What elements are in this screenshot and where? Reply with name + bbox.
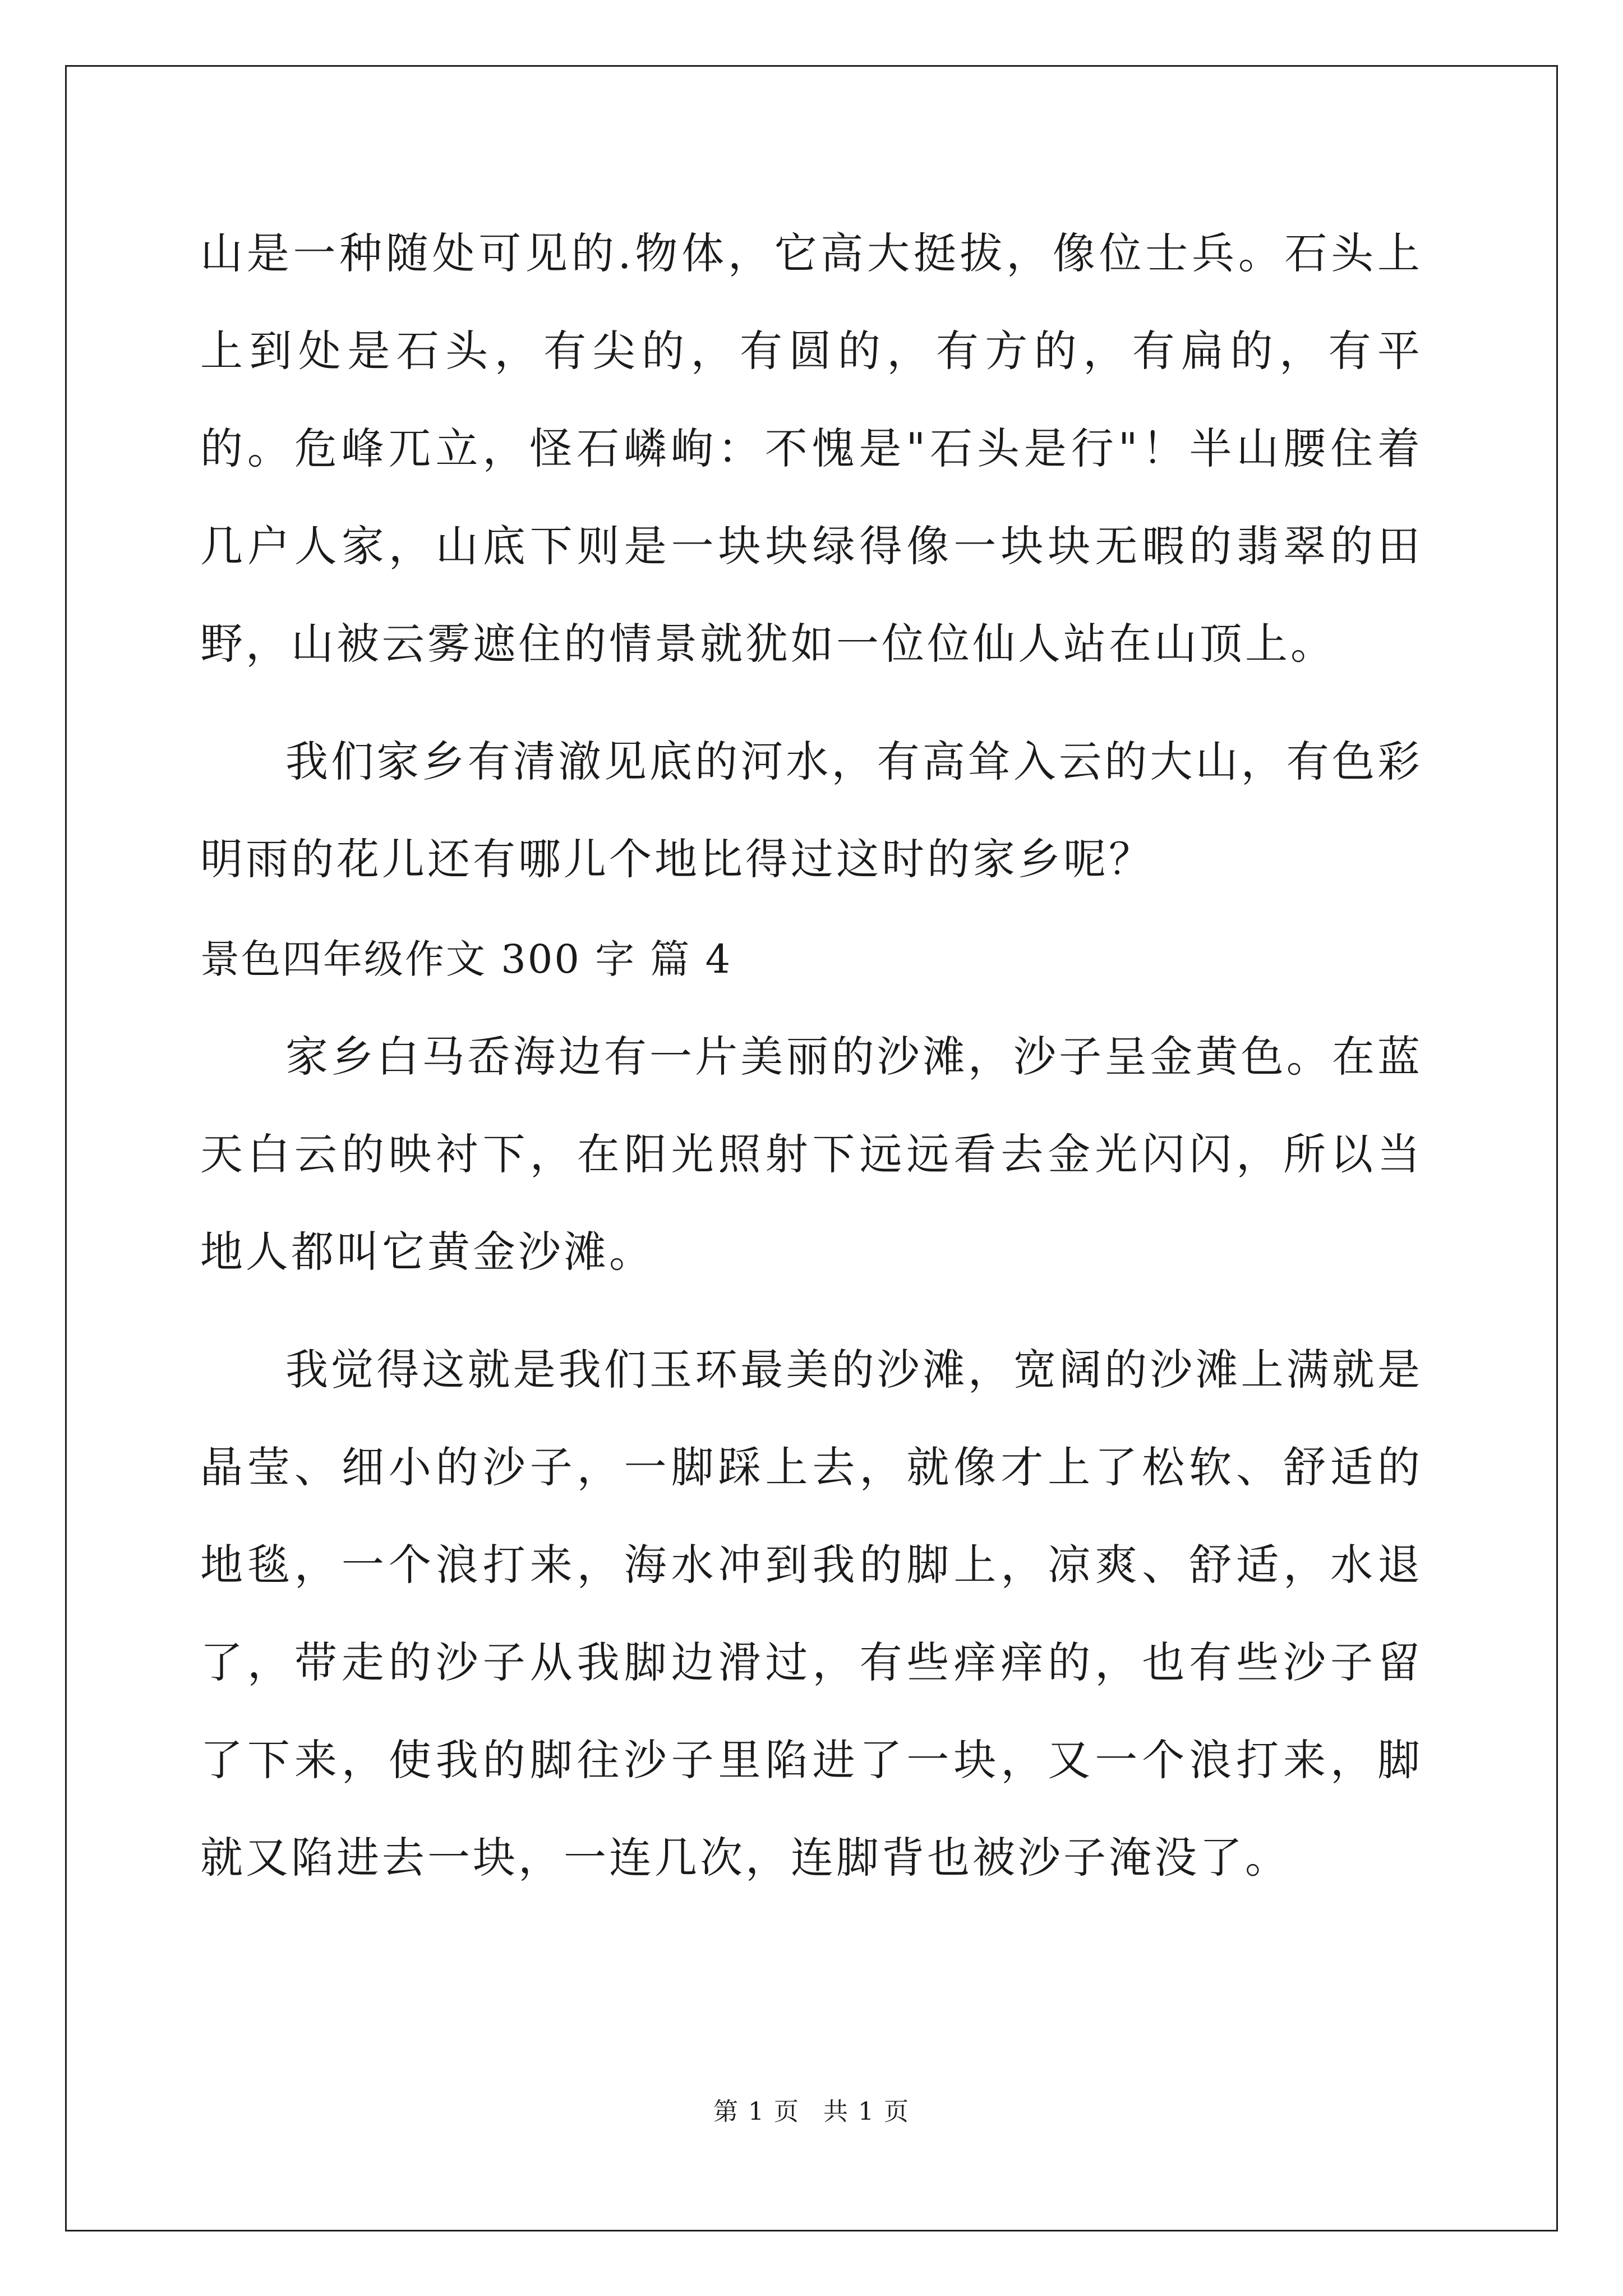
document-body [200, 205, 1423, 1907]
section-heading: 景色四年级作文 300 字 篇 4 [200, 936, 732, 982]
page-number: 第 1 页 [713, 2097, 800, 2126]
paragraph-beach-experience: 我觉得这就是我们玉环最美的沙滩，宽阔的沙滩上满就是晶莹、细小的沙子，一脚踩上去，就像才上了松软、舒适的地毯，一个浪打来，海水冲到我的脚上，凉爽、舒适，水退了，带走的沙子从我脚边滑过，有些痒痒的，也有些沙子留了下来，使我的脚往沙子里陷进了一块，又一个浪打来，脚就又陷进去一块，一连几次，连脚背也被沙子淹没了。 [200, 1345, 1423, 1883]
paragraph-golden-beach: 家乡白马岙海边有一片美丽的沙滩，沙子呈金黄色。在蓝天白云的映衬下，在阳光照射下远远看去金光闪闪，所以当地人都叫它黄金沙滩。 [200, 1032, 1423, 1277]
paragraph-hometown: 我们家乡有清澈见底的河水，有高耸入云的大山，有色彩明雨的花儿还有哪儿个地比得过这时的家乡呢？ [200, 737, 1423, 884]
paragraph-mountain: 山是一种随处可见的.物体，它高大挺拔，像位士兵。石头上上到处是石头，有尖的，有圆的，有方的，有扁的，有平的。危峰兀立，怪石嶙峋：不愧是"石头是行"！半山腰住着几户人家，山底下则是一块块绿得像一块块无暇的翡翠的田野，山被云雾遮住的情景就犹如一位位仙人站在山顶上。 [200, 228, 1423, 669]
page-footer [0, 2095, 1623, 2129]
page-total: 共 1 页 [823, 2097, 910, 2126]
